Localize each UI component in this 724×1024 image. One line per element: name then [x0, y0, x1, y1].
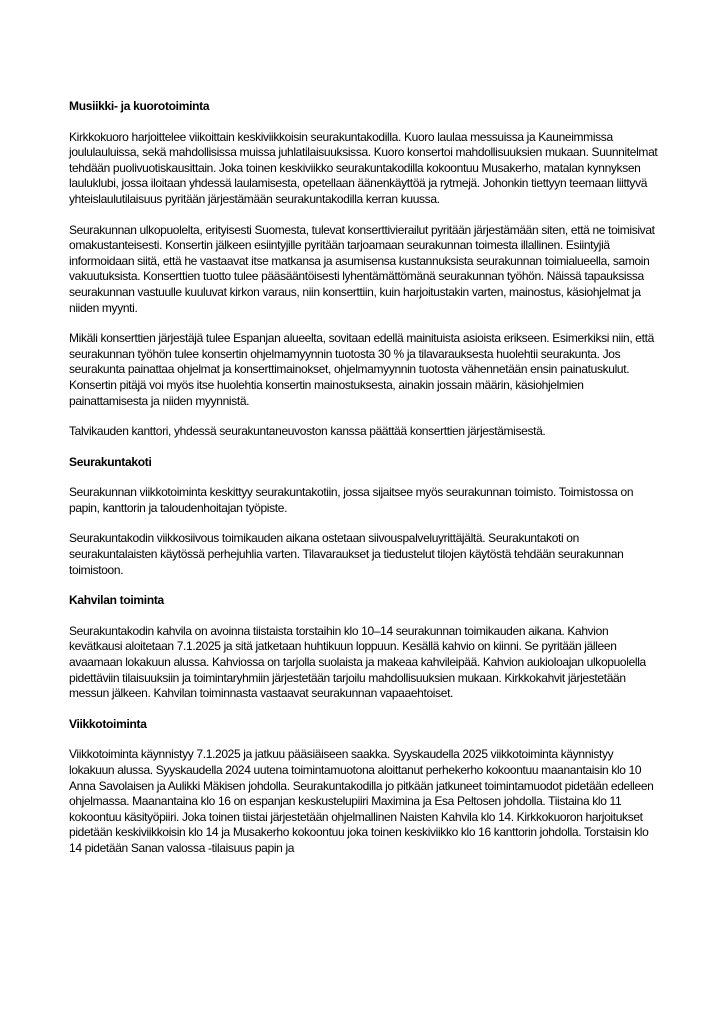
section-seurakuntakoti — [69, 455, 659, 579]
paragraph: Seurakunnan ulkopuolelta, erityisesti Suomesta, tulevat konserttivierailut pyritään järjestämään siten, että ne toimisivat omakustanteisesti. Konsertin jälkeen esiintyjille pyritään tarjoamaan seurakunnan toimesta illallinen. Esiintyjiä informoidaan siitä, että he vastaavat itse matkansa ja asumisensa kustannuksista seurakunnan toimialueella, samoin vakuutuksista. Konserttien tuotto tulee pääsääntöisesti lyhentämättömänä seurakunnan työhön. Näissä tapauksissa seurakunnan vastuulle kuuluvat kirkon varaus, niin konserttiin, kuin harjoitustakin varten, mainostus, käsiohjelmat ja niiden myynti. — [69, 222, 655, 315]
paragraph: Seurakuntakodin viikkosiivous toimikauden aikana ostetaan siivouspalveluyrittäjältä. Seurakuntakoti on seurakuntalaisten käytössä perhejuhlia varten. Tilavaraukset ja tiedustelut tilojen käytöstä tehdään seurakunnan toimistoon. — [69, 531, 624, 577]
paragraph: Talvikauden kanttori, yhdessä seurakuntaneuvoston kanssa päättää konserttien järjestämisestä. — [69, 424, 546, 439]
section-heading: Kahvilan toiminta — [69, 593, 164, 608]
section-heading: Seurakuntakoti — [69, 454, 152, 469]
paragraph: Kirkkokuoro harjoittelee viikoittain keskiviikkoisin seurakuntakodilla. Kuoro laulaa messuissa ja Kauneimmissa joululauluissa, sekä mahdollisissa muissa juhlatilaisuuksissa. Kuoro konsertoi mahdollisuuksien mukaan. Suunnitelmat tehdään puolivuotiskausittain. Joka toinen keskiviikko seurakuntakodilla kokoontuu Musakerho, matalan kynnyksen lauluklubi, jossa iloitaan yhdessä laulamisesta, opetellaan äänenkäyttöä ja rytmejä. Johonkin tiettyyn teemaan liittyvä yhteislaulutilaisuus pyritään järjestämään seurakuntakodilla kerran kuussa. — [69, 129, 658, 206]
paragraph: Mikäli konserttien järjestäjä tulee Espanjan alueelta, sovitaan edellä mainituista asioista erikseen. Esimerkiksi niin, että seurakunnan työhön tulee konsertin ohjelmamyynnin tuotosta 30 % ja tilavarauksesta huolehtii seurakunta. Jos seurakunta painattaa ohjelmat ja konserttimainokset, ohjelmamyynnin tuotosta vähennetään ensin painatuskulut. Konsertin pitäjä voi myös itse huolehtia konsertin mainostuksesta, ainakin jossain määrin, käsiohjelmien painattamisesta ja niiden myynnistä. — [69, 331, 654, 408]
section-viikkotoiminta — [69, 717, 659, 857]
section-heading: Musiikki- ja kuorotoiminta — [69, 99, 210, 113]
paragraph: Viikkotoiminta käynnistyy 7.1.2025 ja jatkuu pääsiäiseen saakka. Syyskaudella 2025 viikkotoiminta käynnistyy lokakuun alussa. Syyskaudella 2024 uutena toimintamuotona aloittanut perhekerho kokoontuu maanantaisin klo 10 Anna Savolaisen ja Aulikki Mäkisen johdolla. Seurakuntakodilla jo pitkään jatkuneet toimintamuodot pidetään edelleen ohjelmassa. Maanantaina klo 16 on espanjan keskustelupiiri Maximina ja Esa Peltosen johdolla. Tiistaina klo 11 kokoontuu käsityöpiiri. Joka toinen tiistai järjestetään ohjelmallinen Naisten Kahvila klo 14. Kirkkokuoron harjoitukset pidetään keskiviikkoisin klo 14 ja Musakerho kokoontuu joka toinen keskiviikko klo 16 kanttorin johdolla. Torstaisin klo 14 pidetään Sanan valossa -tilaisuus papin ja — [69, 747, 654, 855]
section-musiikki — [69, 99, 659, 440]
section-heading: Viikkotoiminta — [69, 716, 147, 731]
document-page — [69, 99, 659, 872]
section-kahvila — [69, 593, 659, 702]
paragraph: Seurakuntakodin kahvila on avoinna tiistaista torstaihin klo 10–14 seurakunnan toimikauden aikana. Kahvion kevätkausi aloitetaan 7.1.2025 ja sitä jatketaan huhtikuun loppuun. Kesällä kahvio on kiinni. Se pyritään jälleen avaamaan lokakuun alussa. Kahviossa on tarjolla suolaista ja makeaa kahvileipää. Kahvion aukioloajan ulkopuolella pidettäviin tilaisuuksiin ja toimintaryhmiin järjestetään tarjoilu mahdollisuuksien mukaan. Kirkkokahvit järjestetään messun jälkeen. Kahvilan toiminnasta vastaavat seurakunnan vapaaehtoiset. — [69, 623, 646, 701]
paragraph: Seurakunnan viikkotoiminta keskittyy seurakuntakotiin, jossa sijaitsee myös seurakunnan toimisto. Toimistossa on papin, kanttorin ja taloudenhoitajan työpiste. — [69, 485, 634, 515]
